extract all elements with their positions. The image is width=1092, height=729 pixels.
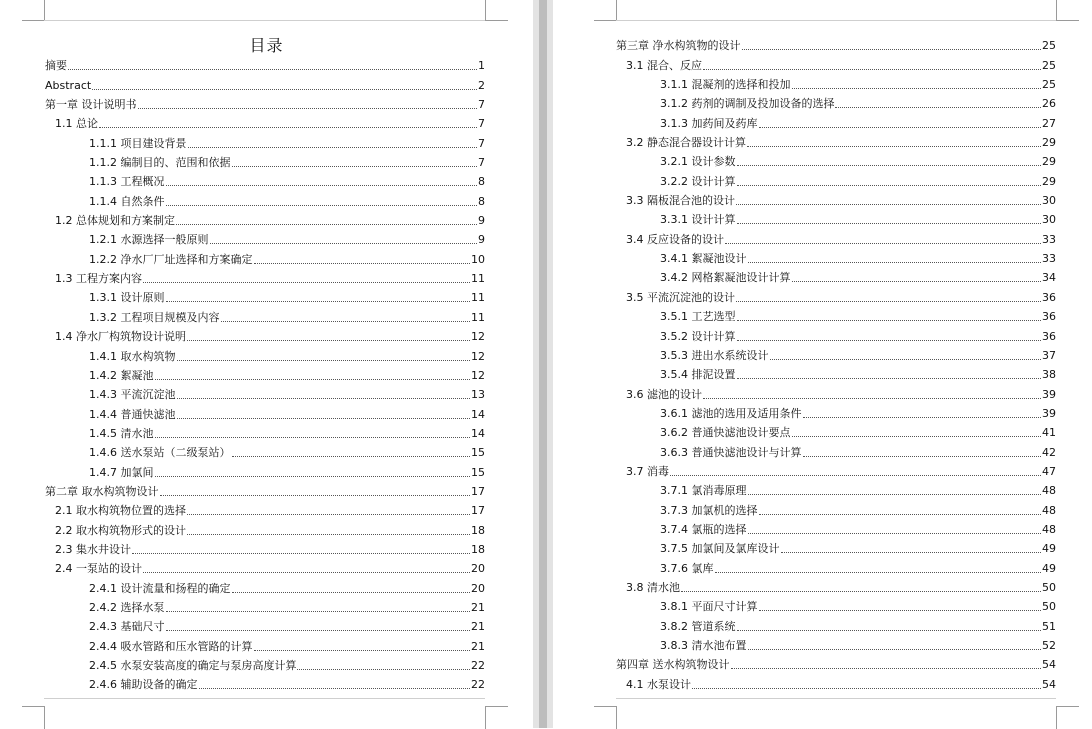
toc-dot-leader xyxy=(187,340,470,341)
toc-entry[interactable] xyxy=(45,151,485,170)
toc-entry-title: 3.7.1 氯消毒原理 xyxy=(660,484,747,498)
toc-entry[interactable] xyxy=(616,556,1056,575)
toc-entry-title: 第二章 取水构筑物设计 xyxy=(45,484,159,498)
toc-entry-title: 3.5.1 工艺选型 xyxy=(660,310,736,324)
toc-dot-leader xyxy=(737,185,1042,186)
toc-dot-leader xyxy=(160,495,471,496)
toc-entry-page: 14 xyxy=(471,407,485,421)
toc-entry[interactable] xyxy=(45,518,485,537)
toc-entry-title: 3.6.2 普通快滤池设计要点 xyxy=(660,426,791,440)
toc-entry-page: 15 xyxy=(471,446,485,460)
toc-entry[interactable] xyxy=(45,538,485,557)
toc-entry-title: 2.4.3 基础尺寸 xyxy=(89,620,165,634)
toc-entry[interactable] xyxy=(616,634,1056,653)
toc-dot-leader xyxy=(736,301,1041,302)
toc-entry-title: 1.4.3 平流沉淀池 xyxy=(89,388,176,402)
toc-entry-title: 3.5.3 进出水系统设计 xyxy=(660,348,769,362)
toc-entry[interactable] xyxy=(616,111,1056,130)
toc-entry-page: 42 xyxy=(1042,445,1056,459)
toc-entry[interactable] xyxy=(45,73,485,92)
toc-entry-title: 4.1 水泵设计 xyxy=(626,677,691,691)
toc-entry-title: 3.7.6 氯库 xyxy=(660,561,714,575)
toc-entry-title: 1.4.1 取水构筑物 xyxy=(89,349,176,363)
toc-entry-title: 1.4.7 加氯间 xyxy=(89,465,154,479)
toc-dot-leader xyxy=(747,146,1041,147)
toc-entry[interactable] xyxy=(616,614,1056,633)
footer-line xyxy=(44,698,485,699)
toc-dot-leader xyxy=(221,321,471,322)
toc-dot-leader xyxy=(176,224,477,225)
toc-entry-page: 51 xyxy=(1042,619,1056,633)
toc-dot-leader xyxy=(143,282,470,283)
toc-dot-leader xyxy=(770,359,1042,360)
toc-dot-leader xyxy=(232,592,471,593)
toc-entry-page: 39 xyxy=(1042,387,1056,401)
page-corner-mark xyxy=(22,706,45,729)
toc-entry-title: 1.4 净水厂构筑物设计说明 xyxy=(55,330,186,344)
toc-entry-title: 3.8.3 清水池布置 xyxy=(660,639,747,652)
toc-entry-page: 12 xyxy=(471,349,485,363)
toc-dot-leader xyxy=(792,88,1042,89)
toc-entry-title: 3.1.3 加药间及药库 xyxy=(660,116,758,130)
toc-entry[interactable] xyxy=(45,170,485,189)
toc-entry-title: 3.8.2 管道系统 xyxy=(660,619,736,633)
toc-dot-leader xyxy=(681,591,1041,592)
toc-entry[interactable] xyxy=(45,189,485,208)
toc-entry-page: 8 xyxy=(478,194,485,208)
toc-entry-page: 49 xyxy=(1042,561,1056,575)
toc-entry[interactable] xyxy=(616,440,1056,459)
toc-entry-title: 3.2 静态混合器设计计算 xyxy=(626,136,746,150)
toc-entry[interactable] xyxy=(45,112,485,131)
toc-dot-leader xyxy=(187,534,470,535)
toc-entry-page: 9 xyxy=(478,233,485,247)
page-corner-mark xyxy=(485,706,508,729)
page-corner-mark xyxy=(1056,0,1079,21)
toc-entry[interactable] xyxy=(45,422,485,441)
page-corner-mark xyxy=(1056,706,1079,729)
toc-entry[interactable] xyxy=(45,576,485,595)
toc-entry[interactable] xyxy=(616,324,1056,343)
toc-dot-leader xyxy=(736,204,1041,205)
toc-dot-leader xyxy=(835,107,1041,108)
toc-entry[interactable] xyxy=(616,247,1056,266)
toc-entry-page: 11 xyxy=(471,310,485,324)
toc-entry-title: 1.1.1 项目建设背景 xyxy=(89,136,187,150)
toc-entry-title: 第四章 送水构筑物设计 xyxy=(616,658,730,672)
toc-entry-title: 3.8.1 平面尺寸计算 xyxy=(660,600,758,614)
toc-entry[interactable] xyxy=(45,93,485,112)
toc-dot-leader xyxy=(232,166,478,167)
toc-dot-leader xyxy=(166,185,478,186)
toc-entry-page: 7 xyxy=(478,98,485,112)
toc-entry-title: 3.2.1 设计参数 xyxy=(660,155,736,169)
toc-entry[interactable] xyxy=(45,499,485,518)
toc-entry-page: 36 xyxy=(1042,290,1056,304)
toc-entry-title: 1.2.1 水源选择一般原则 xyxy=(89,233,209,247)
toc-entry-title: 2.4.6 辅助设备的确定 xyxy=(89,678,198,692)
toc-entry-title: 3.4.1 絮凝池设计 xyxy=(660,252,747,266)
toc-entry-page: 13 xyxy=(471,388,485,402)
toc-entry[interactable] xyxy=(45,286,485,305)
toc-entry[interactable] xyxy=(616,150,1056,169)
toc-dot-leader xyxy=(132,553,470,554)
toc-dot-leader xyxy=(692,688,1041,689)
toc-entry[interactable] xyxy=(45,383,485,402)
document-page-left xyxy=(0,0,533,728)
toc-dot-leader xyxy=(803,456,1042,457)
toc-entry[interactable] xyxy=(616,402,1056,421)
toc-dot-leader xyxy=(759,127,1042,128)
toc-dot-leader xyxy=(99,127,477,128)
toc-dot-leader xyxy=(742,49,1042,50)
toc-entry-title: Abstract xyxy=(45,78,92,92)
toc-entry-title: 1.3 工程方案内容 xyxy=(55,272,142,286)
toc-entry[interactable] xyxy=(616,305,1056,324)
toc-entry[interactable] xyxy=(616,189,1056,208)
toc-entry[interactable] xyxy=(45,615,485,634)
toc-entry-title: 3.1.1 混凝剂的选择和投加 xyxy=(660,78,791,92)
toc-dot-leader xyxy=(737,378,1042,379)
toc-entry-page: 25 xyxy=(1042,78,1056,92)
toc-entry[interactable] xyxy=(616,518,1056,537)
toc-entry[interactable] xyxy=(45,402,485,421)
toc-entry-page: 37 xyxy=(1042,348,1056,362)
toc-dot-leader xyxy=(166,630,471,631)
toc-dot-leader xyxy=(759,610,1042,611)
toc-entry[interactable] xyxy=(45,228,485,247)
toc-dot-leader xyxy=(792,436,1042,437)
toc-dot-leader xyxy=(187,514,470,515)
toc-entry[interactable] xyxy=(616,208,1056,227)
toc-dot-leader xyxy=(92,89,477,90)
toc-entry[interactable] xyxy=(45,364,485,383)
toc-entry-page: 27 xyxy=(1042,116,1056,130)
toc-entry-title: 1.4.4 普通快滤池 xyxy=(89,407,176,421)
toc-entry-page: 7 xyxy=(478,136,485,150)
toc-dot-leader xyxy=(737,223,1042,224)
toc-entry-page: 17 xyxy=(471,484,485,498)
toc-entry[interactable] xyxy=(616,460,1056,479)
toc-entry[interactable] xyxy=(616,672,1056,691)
toc-entry[interactable] xyxy=(45,54,485,73)
toc-entry-title: 3.3.1 设计计算 xyxy=(660,213,736,227)
toc-entry-title: 3.7.5 加氯间及氯库设计 xyxy=(660,542,780,556)
toc-list-left xyxy=(45,54,485,692)
toc-entry-title: 摘要 xyxy=(45,59,67,73)
toc-entry[interactable] xyxy=(616,34,1056,53)
toc-dot-leader xyxy=(748,533,1042,534)
toc-entry[interactable] xyxy=(616,73,1056,92)
toc-entry[interactable] xyxy=(616,344,1056,363)
toc-entry-page: 21 xyxy=(471,620,485,634)
toc-entry-page: 33 xyxy=(1042,252,1056,266)
toc-entry[interactable] xyxy=(616,479,1056,498)
toc-entry-page: 21 xyxy=(471,639,485,653)
toc-entry-title: 2.3 集水井设计 xyxy=(55,542,131,556)
toc-entry-title: 2.2 取水构筑物形式的设计 xyxy=(55,523,186,537)
toc-entry-page: 54 xyxy=(1042,658,1056,672)
toc-entry-page: 49 xyxy=(1042,542,1056,556)
toc-entry-page: 7 xyxy=(478,117,485,131)
toc-entry[interactable] xyxy=(45,634,485,653)
toc-dot-leader xyxy=(737,630,1042,631)
toc-dot-leader xyxy=(731,668,1042,669)
toc-entry-page: 15 xyxy=(471,465,485,479)
footer-line xyxy=(616,698,1056,699)
toc-dot-leader xyxy=(703,398,1041,399)
toc-entry-page: 7 xyxy=(478,156,485,170)
toc-entry-title: 3.5.2 设计计算 xyxy=(660,329,736,343)
toc-entry-title: 3.7 消毒 xyxy=(626,464,669,478)
toc-entry-title: 1.1.4 自然条件 xyxy=(89,194,165,208)
toc-entry[interactable] xyxy=(45,325,485,344)
page-corner-mark xyxy=(22,0,45,21)
toc-entry[interactable] xyxy=(616,285,1056,304)
toc-entry-title: 3.6.3 普通快滤池设计与计算 xyxy=(660,445,802,459)
toc-entry-title: 1.4.5 清水池 xyxy=(89,426,154,440)
toc-entry-page: 21 xyxy=(471,600,485,614)
toc-entry-title: 3.8 清水池 xyxy=(626,580,680,594)
toc-dot-leader xyxy=(155,476,471,477)
toc-entry-page: 26 xyxy=(1042,97,1056,111)
toc-entry-page: 30 xyxy=(1042,213,1056,227)
toc-entry-title: 3.5 平流沉淀池的设计 xyxy=(626,290,735,304)
toc-entry-page: 20 xyxy=(471,581,485,595)
toc-dot-leader xyxy=(254,650,471,651)
toc-entry-page: 50 xyxy=(1042,600,1056,614)
toc-dot-leader xyxy=(792,281,1042,282)
toc-entry-title: 3.1 混合、反应 xyxy=(626,58,702,72)
page-corner-mark xyxy=(594,0,617,21)
toc-entry-page: 48 xyxy=(1042,503,1056,517)
toc-entry-page: 18 xyxy=(471,523,485,537)
toc-entry-page: 33 xyxy=(1042,232,1056,246)
page-corner-mark xyxy=(485,0,508,21)
page-gutter xyxy=(533,0,553,728)
toc-entry-title: 3.6.1 滤池的选用及适用条件 xyxy=(660,406,802,420)
toc-entry-page: 54 xyxy=(1042,677,1056,691)
toc-dot-leader xyxy=(737,340,1042,341)
toc-entry-title: 3.3 隔板混合池的设计 xyxy=(626,194,735,208)
toc-entry-page: 2 xyxy=(478,78,485,92)
toc-entry[interactable] xyxy=(616,498,1056,517)
toc-entry-title: 1.1 总论 xyxy=(55,117,98,131)
header-line xyxy=(616,20,1056,21)
toc-entry[interactable] xyxy=(45,247,485,266)
toc-entry[interactable] xyxy=(616,53,1056,72)
toc-entry-title: 2.4.4 吸水管路和压水管路的计算 xyxy=(89,639,253,653)
toc-entry[interactable] xyxy=(616,266,1056,285)
toc-entry-title: 3.4 反应设备的设计 xyxy=(626,232,724,246)
toc-entry-page: 12 xyxy=(471,330,485,344)
toc-dot-leader xyxy=(177,418,471,419)
toc-dot-leader xyxy=(737,320,1042,321)
toc-entry[interactable] xyxy=(45,344,485,363)
toc-dot-leader xyxy=(715,572,1042,573)
toc-entry-page: 41 xyxy=(1042,426,1056,440)
toc-entry-page: 30 xyxy=(1042,194,1056,208)
header-line xyxy=(44,20,485,21)
toc-entry-title: 3.6 滤池的设计 xyxy=(626,387,702,401)
toc-entry-page: 34 xyxy=(1042,271,1056,285)
toc-dot-leader xyxy=(759,514,1042,515)
toc-entry-page: 25 xyxy=(1042,58,1056,72)
toc-entry-page: 50 xyxy=(1042,580,1056,594)
toc-dot-leader xyxy=(748,494,1042,495)
toc-entry-title: 1.4.6 送水泵站（二级泵站） xyxy=(89,446,231,460)
toc-dot-leader xyxy=(748,262,1042,263)
toc-entry-page: 52 xyxy=(1042,639,1056,652)
toc-dot-leader xyxy=(725,243,1041,244)
toc-entry-page: 38 xyxy=(1042,368,1056,382)
toc-dot-leader xyxy=(254,263,471,264)
toc-entry[interactable] xyxy=(45,131,485,150)
toc-entry[interactable] xyxy=(616,92,1056,111)
toc-entry[interactable] xyxy=(45,654,485,673)
toc-entry-title: 1.1.2 编制目的、范围和依据 xyxy=(89,156,231,170)
toc-entry-title: 1.4.2 絮凝池 xyxy=(89,368,154,382)
toc-entry-page: 36 xyxy=(1042,329,1056,343)
toc-entry-page: 48 xyxy=(1042,484,1056,498)
toc-entry-page: 39 xyxy=(1042,406,1056,420)
toc-entry-page: 48 xyxy=(1042,522,1056,536)
toc-entry-title: 3.2.2 设计计算 xyxy=(660,174,736,188)
page-corner-mark xyxy=(594,706,617,729)
toc-entry-title: 3.7.3 加氯机的选择 xyxy=(660,503,758,517)
toc-entry[interactable] xyxy=(616,576,1056,595)
toc-list-right xyxy=(616,34,1056,692)
toc-entry[interactable] xyxy=(616,421,1056,440)
toc-dot-leader xyxy=(68,69,477,70)
toc-entry[interactable] xyxy=(616,363,1056,382)
toc-entry-page: 14 xyxy=(471,426,485,440)
toc-entry-title: 第三章 净水构筑物的设计 xyxy=(616,39,741,53)
toc-entry-title: 2.4 一泵站的设计 xyxy=(55,562,142,576)
toc-dot-leader xyxy=(177,360,471,361)
toc-dot-leader xyxy=(210,243,478,244)
toc-dot-leader xyxy=(138,108,478,109)
toc-dot-leader xyxy=(803,417,1042,418)
toc-entry[interactable] xyxy=(616,595,1056,614)
toc-entry-title: 1.3.1 设计原则 xyxy=(89,291,165,305)
toc-dot-leader xyxy=(737,165,1042,166)
toc-entry-page: 29 xyxy=(1042,136,1056,150)
toc-entry-title: 2.4.2 选择水泵 xyxy=(89,600,165,614)
toc-entry-page: 11 xyxy=(471,272,485,286)
toc-dot-leader xyxy=(166,611,471,612)
toc-entry-page: 20 xyxy=(471,562,485,576)
toc-entry-title: 第一章 设计说明书 xyxy=(45,98,137,112)
toc-entry-title: 3.7.4 氯瓶的选择 xyxy=(660,522,747,536)
toc-entry[interactable] xyxy=(616,653,1056,672)
toc-entry[interactable] xyxy=(616,537,1056,556)
toc-entry-page: 1 xyxy=(478,59,485,73)
toc-entry-title: 1.1.3 工程概况 xyxy=(89,175,165,189)
toc-dot-leader xyxy=(781,552,1042,553)
toc-dot-leader xyxy=(143,572,470,573)
toc-entry-page: 8 xyxy=(478,175,485,189)
toc-dot-leader xyxy=(670,475,1041,476)
toc-entry-title: 1.2.2 净水厂厂址选择和方案确定 xyxy=(89,252,253,266)
toc-entry-page: 29 xyxy=(1042,174,1056,188)
toc-entry-page: 17 xyxy=(471,504,485,518)
toc-dot-leader xyxy=(177,398,471,399)
toc-entry[interactable] xyxy=(45,441,485,460)
toc-dot-leader xyxy=(166,205,478,206)
toc-entry-title: 3.1.2 药剂的调制及投加设备的选择 xyxy=(660,97,835,111)
toc-dot-leader xyxy=(232,456,471,457)
toc-entry-page: 12 xyxy=(471,368,485,382)
toc-entry-title: 2.4.1 设计流量和扬程的确定 xyxy=(89,581,231,595)
toc-entry-page: 25 xyxy=(1042,39,1056,53)
toc-entry-page: 36 xyxy=(1042,310,1056,324)
toc-entry[interactable] xyxy=(616,227,1056,246)
toc-entry[interactable] xyxy=(45,673,485,692)
toc-entry[interactable] xyxy=(616,169,1056,188)
toc-entry-page: 18 xyxy=(471,542,485,556)
toc-dot-leader xyxy=(748,649,1042,650)
toc-entry-page: 22 xyxy=(471,659,485,672)
toc-dot-leader xyxy=(166,301,471,302)
toc-entry[interactable] xyxy=(616,382,1056,401)
toc-entry-page: 10 xyxy=(471,252,485,266)
toc-entry-title: 2.1 取水构筑物位置的选择 xyxy=(55,504,186,518)
toc-dot-leader xyxy=(155,437,471,438)
toc-entry[interactable] xyxy=(45,596,485,615)
toc-entry[interactable] xyxy=(45,480,485,499)
toc-entry-title: 3.5.4 排泥设置 xyxy=(660,368,736,382)
toc-entry-page: 9 xyxy=(478,214,485,228)
toc-entry-title: 1.2 总体规划和方案制定 xyxy=(55,214,175,228)
toc-dot-leader xyxy=(297,669,470,670)
toc-entry-page: 29 xyxy=(1042,155,1056,169)
toc-entry[interactable] xyxy=(45,305,485,324)
toc-entry-page: 11 xyxy=(471,291,485,305)
toc-entry-title: 3.4.2 网格絮凝池设计计算 xyxy=(660,271,791,285)
toc-dot-leader xyxy=(703,69,1041,70)
toc-dot-leader xyxy=(188,147,478,148)
toc-dot-leader xyxy=(155,379,471,380)
toc-entry-title: 1.3.2 工程项目规模及内容 xyxy=(89,310,220,324)
toc-entry-page: 47 xyxy=(1042,464,1056,478)
toc-entry[interactable] xyxy=(45,209,485,228)
toc-entry[interactable] xyxy=(616,131,1056,150)
toc-entry[interactable] xyxy=(45,557,485,576)
toc-entry-title: 2.4.5 水泵安装高度的确定与泵房高度计算 xyxy=(89,659,297,672)
toc-entry[interactable] xyxy=(45,267,485,286)
toc-title: 目录 xyxy=(249,36,284,55)
toc-entry[interactable] xyxy=(45,460,485,479)
toc-dot-leader xyxy=(199,688,471,689)
toc-entry-page: 22 xyxy=(471,678,485,692)
